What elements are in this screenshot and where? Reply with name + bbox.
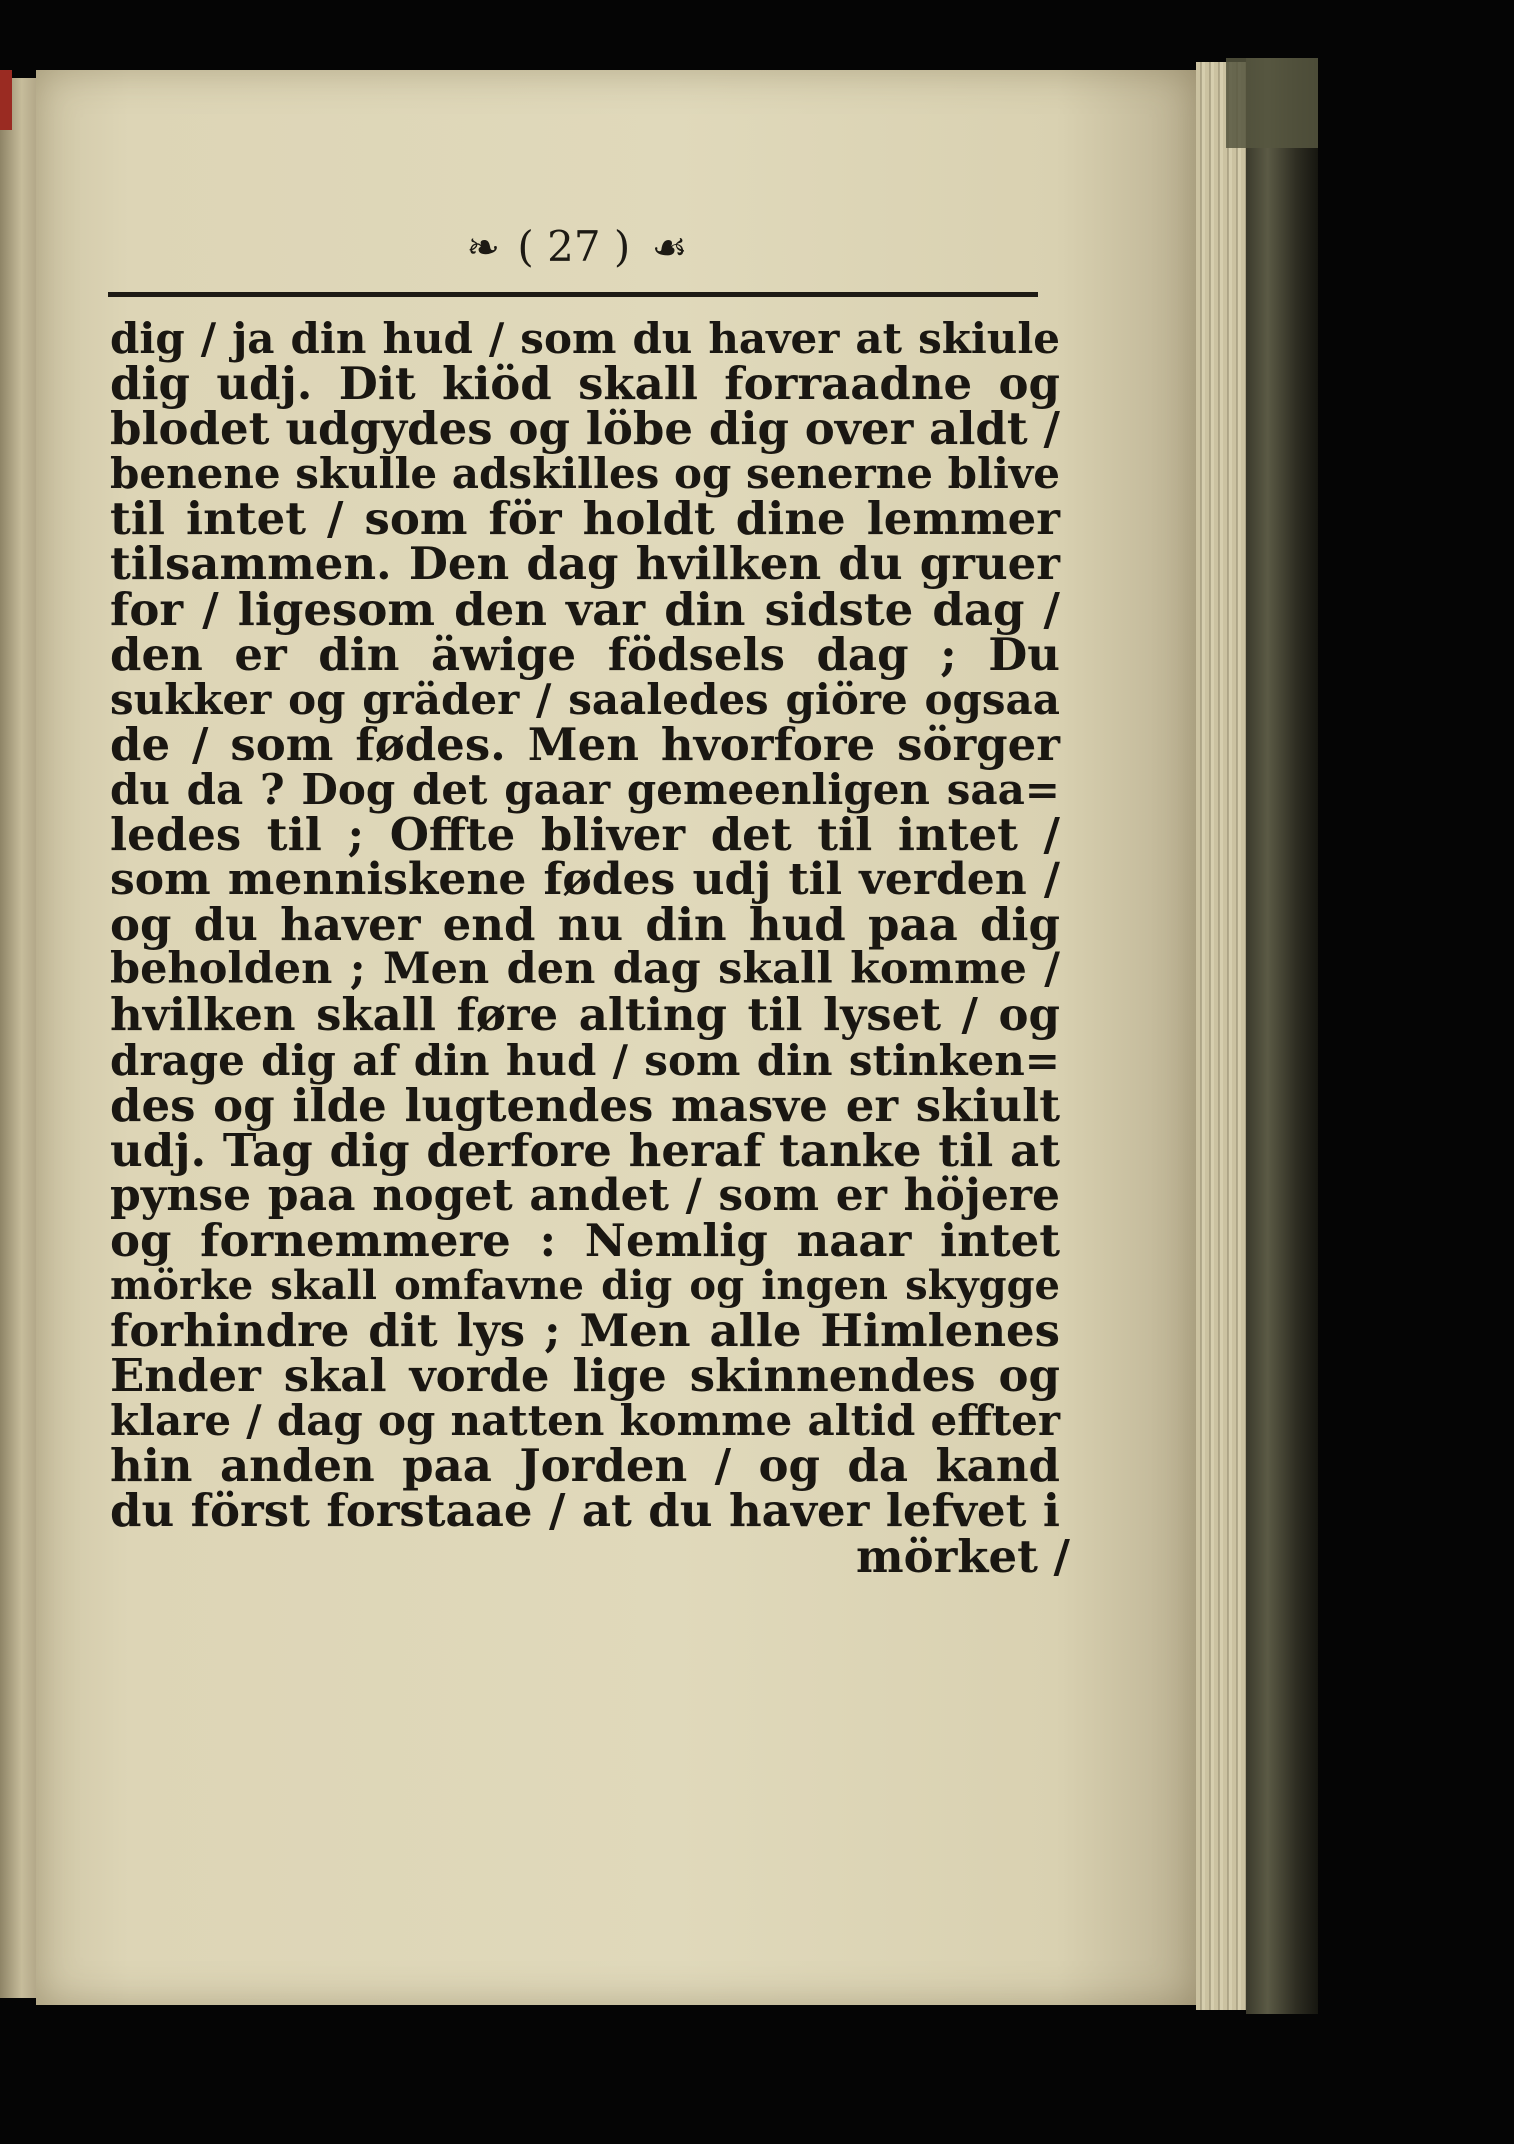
text-line: du da ? Dog det gaar gemeenligen saa= — [110, 764, 1060, 814]
text-line: til intet / som för holdt dine lemmer — [110, 492, 1060, 546]
page-header — [110, 222, 1040, 282]
text-line: hvilken skall føre alting til lyset / og — [110, 988, 1060, 1042]
text-line: pynse paa noget andet / som er höjere — [110, 1169, 1060, 1221]
text-line: klare / dag og natten komme altid effter — [110, 1396, 1060, 1446]
text-line: og du haver end nu din hud paa dig — [110, 898, 1060, 952]
text-line: drage dig af din hud / som din stinken= — [110, 1035, 1060, 1085]
book-cover-edge — [1246, 58, 1318, 2014]
text-line: hin anden paa Jorden / og da kand — [110, 1439, 1060, 1493]
text-line: sukker og gräder / saaledes giöre ogsaa — [110, 674, 1060, 724]
text-line: tilsammen. Den dag hvilken du gruer — [110, 537, 1060, 591]
cover-corner — [1226, 58, 1318, 148]
text-line: du först forstaae / at du haver lefvet i — [110, 1484, 1060, 1538]
page-stack-edge — [1196, 62, 1246, 2010]
text-line: dig udj. Dit kiöd skall forraadne og — [110, 357, 1060, 411]
text-line: og fornemmere : Nemlig naar intet — [110, 1213, 1060, 1267]
text-line: den er din äwige födsels dag ; Du — [110, 627, 1060, 681]
header-rule — [108, 292, 1038, 297]
facing-page-edge — [0, 78, 36, 1998]
page-number: ( 27 ) — [517, 222, 631, 271]
text-line: forhindre dit lys ; Men alle Himlenes — [110, 1304, 1060, 1358]
text-line: beholden ; Men den dag skall komme / — [110, 944, 1060, 995]
text-line: blodet udgydes og löbe dig over aldt / — [110, 402, 1060, 456]
text-line: udj. Tag dig derfore heraf tanke til at — [110, 1123, 1060, 1177]
text-line: Ender skal vorde lige skinnendes og — [110, 1349, 1060, 1403]
text-line: som menniskene fødes udj til verden / — [110, 854, 1060, 906]
red-page-edge — [0, 70, 12, 130]
catchword: mörket / — [855, 1529, 1070, 1583]
ornament-right-icon: ☙ — [651, 225, 684, 271]
text-line: dig / ja din hud / som du haver at skiule — [110, 314, 1060, 363]
text-line: ledes til ; Offte bliver det til intet / — [110, 808, 1060, 862]
text-line: for / ligesom den var din sidste dag / — [110, 582, 1060, 636]
page-body-text — [110, 314, 1070, 1583]
text-line: des og ilde lugtendes masve er skiult — [110, 1078, 1060, 1132]
text-line: de / som fødes. Men hvorfore sörger — [110, 717, 1060, 771]
text-line: mörke skall omfavne dig og ingen skygge — [110, 1261, 1060, 1309]
text-line: benene skulle adskilles og senerne blive — [110, 449, 1060, 499]
ornament-left-icon: ❧ — [466, 225, 496, 271]
